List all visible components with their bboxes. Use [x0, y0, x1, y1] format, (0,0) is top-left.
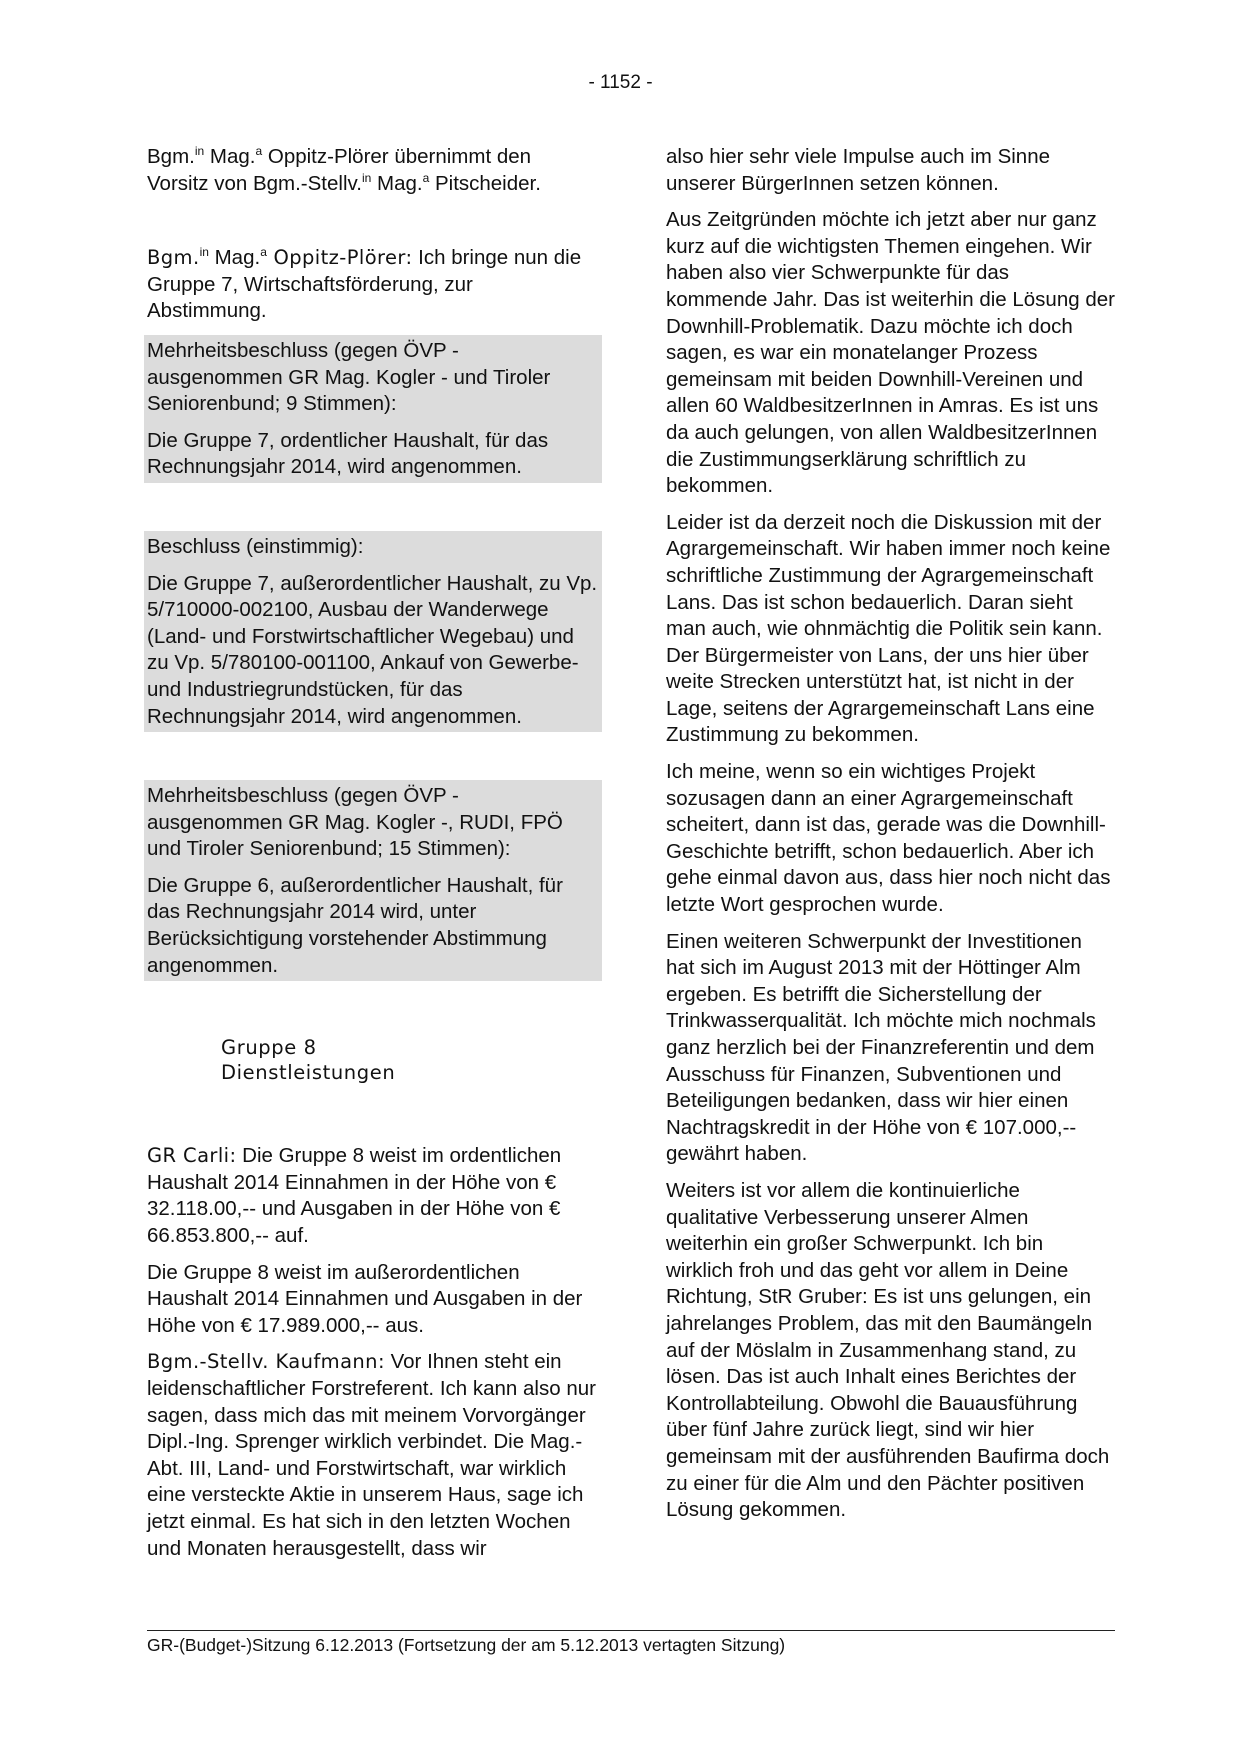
speaker-name: Oppitz-Plörer:: [266, 246, 413, 270]
speaker-name: Bgm.-Stellv. Kaufmann:: [147, 1350, 385, 1374]
paragraph: Ich meine, wenn so ein wichtiges Projekt sozusagen dann an einer Agrargemeinschaft scheitert, dann ist das, gerade was die Downhill-Geschichte betrifft, schon bedauerlich. Aber ich gehe einmal davon aus, dass hier noch nicht das letzte Wort gesprochen wurde.: [666, 760, 1111, 917]
resolution-type: Mehrheitsbeschluss (gegen ÖVP - ausgenommen GR Mag. Kogler -, RUDI, FPÖ und Tiroler Seniorenbund; 15 Stimmen):: [147, 784, 563, 861]
paragraph: Einen weiteren Schwerpunkt der Investitionen hat sich im August 2013 mit der Höttinger Alm ergeben. Es betrifft die Sicherstellung der Trinkwasserqualität. Ich möchte mich nochmals ganz herzlich bei der Finanzreferentin und dem Ausschuss für Finanzen, Subventionen und Beteiligungen bedanken, dass wir hier einen Nachtragskredit in der Höhe von € 107.000,-- gewährt haben.: [666, 929, 1096, 1166]
page-number: - 1152 -: [588, 72, 653, 93]
resolution-type: Beschluss (einstimmig):: [147, 534, 364, 558]
resolution-box-1: [144, 335, 602, 483]
paragraph: Die Gruppe 8 weist im außerordentlichen Haushalt 2014 Einnahmen und Ausgaben in der Höhe von € 17.989.000,-- aus.: [147, 1260, 583, 1337]
resolution-text: Die Gruppe 7, außerordentlicher Haushalt, zu Vp. 5/710000-002100, Ausbau der Wanderwege (Land- und Forstwirtschaftlicher Wegebau) und zu Vp. 5/780100-001100, Ankauf von Gewerbe- und Industriegrundstücken, für das Rechnungsjahr 2014, wird angenommen.: [147, 571, 598, 728]
section-heading-title: Dienstleistungen: [221, 1061, 396, 1085]
resolution-text: Die Gruppe 7, ordentlicher Haushalt, für das Rechnungsjahr 2014, wird angenommen.: [147, 428, 549, 479]
left-column: [147, 144, 597, 1572]
resolution-box-2: [144, 531, 602, 732]
footer-text: GR-(Budget-)Sitzung 6.12.2013 (Fortsetzung der am 5.12.2013 vertagten Sitzung): [147, 1635, 786, 1655]
resolution-type: Mehrheitsbeschluss (gegen ÖVP - ausgenommen GR Mag. Kogler - und Tiroler Seniorenbund; 9 Stimmen):: [147, 338, 551, 416]
section-heading: [147, 1035, 597, 1085]
speaker-name: GR Carli:: [147, 1144, 237, 1168]
mayor-statement: Bgm.$^{in}$ Mag.$^a$ Oppitz-Plörer: Ich bringe nun die Gruppe 7, Wirtschaftsförderung, zur Abstimmung.: [147, 245, 582, 323]
section-heading-group: Gruppe 8: [221, 1036, 317, 1060]
kaufmann-statement: Bgm.-Stellv. Kaufmann: Vor Ihnen steht ein leidenschaftlicher Forstreferent. Ich kann also nur sagen, dass mich das mit meinem Vorvorgänger Dipl.-Ing. Sprenger wirklich verbindet. Die Mag.-Abt. III, Land- und Forstwirtschaft, war wirklich eine versteckte Aktie in unserem Haus, sage ich jetzt einmal. Es hat sich in den letzten Wochen und Monaten herausgestellt, dass wir: [147, 1350, 596, 1560]
footer-divider: [147, 1630, 1115, 1631]
paragraph: Weiters ist vor allem die kontinuierliche qualitative Verbesserung unserer Almen weiterhin ein großer Schwerpunkt. Ich bin wirklich froh und das geht vor allem in Deine Richtung, StR Gruber: Es ist uns gelungen, ein jahrelanges Problem, das mit den Baumängeln auf der Möslalm in Zusammenhang stand, zu lösen. Das ist auch Inhalt eines Berichtes der Kontrollabteilung. Obwohl die Bauausführung über fünf Jahre zurück liegt, sind wir hier gemeinsam mit der ausführenden Baufirma doch zu einer für die Alm und den Pächter positiven Lösung gekommen.: [666, 1178, 1110, 1522]
paragraph: Aus Zeitgründen möchte ich jetzt aber nur ganz kurz auf die wichtigsten Themen eingehen. Wir haben also vier Schwerpunkte für das kommende Jahr. Das ist weiterhin die Lösung der Downhill-Problematik. Dazu möchte ich doch sagen, es war ein monatelanger Prozess gemeinsam mit beiden Downhill-Vereinen und allen 60 WaldbesitzerInnen in Amras. Es ist uns da auch gelungen, von allen WaldbesitzerInnen die Zustimmungserklärung schriftlich zu bekommen.: [666, 208, 1115, 498]
chair-handover-note: Bgm.$^{in}$ Mag.$^a$ Oppitz-Plörer übernimmt den Vorsitz von Bgm.-Stellv.$^{in}$ Mag.$^a$ Pitscheider.: [147, 144, 541, 195]
carli-statement: GR Carli: Die Gruppe 8 weist im ordentlichen Haushalt 2014 Einnahmen in der Höhe von € 32.118.00,-- und Ausgaben in der Höhe von € 66.853.800,-- auf.: [147, 1144, 562, 1248]
resolution-text: Die Gruppe 6, außerordentlicher Haushalt, für das Rechnungsjahr 2014 wird, unter Berücksichtigung vorstehender Abstimmung angenommen.: [147, 873, 563, 977]
paragraph: also hier sehr viele Impulse auch im Sinne unserer BürgerInnen setzen können.: [666, 145, 1050, 195]
resolution-box-3: [144, 780, 602, 981]
right-column: [666, 144, 1116, 1534]
paragraph: Leider ist da derzeit noch die Diskussion mit der Agrargemeinschaft. Wir haben immer noch keine schriftliche Zustimmung der Agrargemeinschaft Lans. Das ist schon bedauerlich. Daran sieht man auch, wie ohnmächtig die Politik sein kann. Der Bürgermeister von Lans, der uns hier über weite Strecken unterstützt hat, ist nicht in der Lage, seitens der Agrargemeinschaft Lans eine Zustimmung zu bekommen.: [666, 510, 1111, 747]
